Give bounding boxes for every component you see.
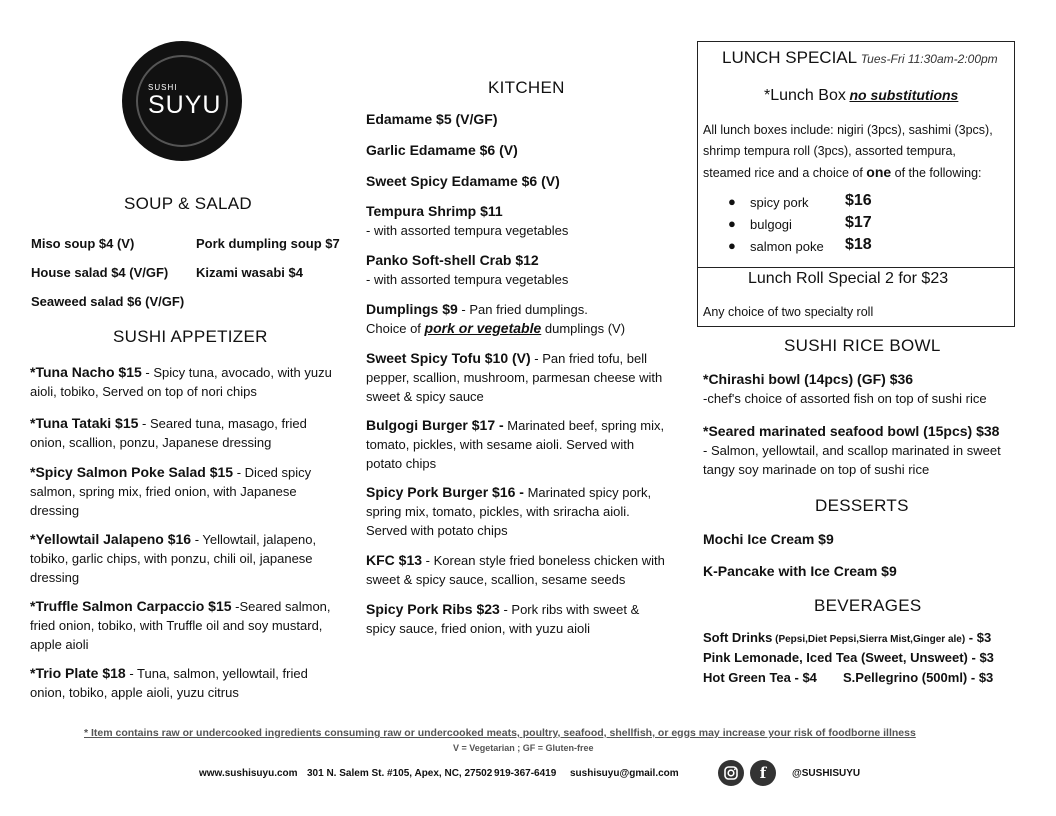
item-desc: - with assorted tempura vegetables (366, 272, 569, 287)
dumpling-choice: pork or vegetable (424, 320, 542, 336)
item-desc: onion, tobiko, apple aioli, yuzu citrus (30, 685, 239, 700)
item-desc: - Spicy tuna, avocado, with yuzu (141, 365, 332, 380)
bullet: ● (728, 216, 736, 231)
menu-item (30, 664, 360, 702)
lunch-box-title: *Lunch Box (764, 87, 846, 104)
item-name: Edamame $5 (V/GF) (366, 111, 498, 127)
item-name: *Seared marinated seafood bowl (15pcs) $38 (703, 423, 1000, 439)
lunch-desc-line: shrimp tempura roll (3pcs), assorted tempura, (703, 144, 956, 158)
beverage-row (703, 628, 991, 649)
item-desc: dumplings (V) (541, 321, 626, 336)
item-name: Dumplings $9 (366, 301, 458, 317)
lunch-hours: Tues-Fri 11:30am-2:00pm (860, 52, 998, 66)
lunch-option-price: $17 (845, 214, 872, 231)
item-name: K-Pancake with Ice Cream $9 (703, 563, 897, 579)
rice-bowl-title: SUSHI RICE BOWL (784, 336, 941, 355)
beverages-title: BEVERAGES (814, 596, 922, 615)
item-name: *Spicy Salmon Poke Salad $15 (30, 464, 234, 480)
item-desc: Marinated beef, spring mix, (503, 418, 665, 433)
menu-item (30, 414, 360, 452)
logo-big-text: SUYU (148, 91, 222, 119)
item-desc: dressing (30, 503, 80, 518)
appetizer-title: SUSHI APPETIZER (113, 327, 268, 346)
item-desc: - Tuna, salmon, yellowtail, fried (125, 666, 308, 681)
item-desc: - Korean style fried boneless chicken with (422, 553, 665, 568)
item-desc: fried onion, tobiko, with Truffle oil and soy mustard, (30, 618, 323, 633)
no-substitutions: no substitutions (849, 87, 959, 103)
website-link[interactable]: www.sushisuyu.com (199, 768, 298, 779)
soup-salad-title: SOUP & SALAD (124, 194, 253, 213)
item-name: Sweet Spicy Tofu $10 (V) (366, 350, 531, 366)
menu-item (366, 416, 696, 473)
menu-item (703, 370, 1033, 408)
lunch-roll-title: Lunch Roll Special 2 for $23 (748, 270, 949, 287)
menu-item (30, 597, 360, 654)
menu-item (366, 483, 696, 540)
item-name: Mochi Ice Cream $9 (703, 531, 834, 547)
item-name: Panko Soft-shell Crab $12 (366, 252, 539, 268)
lunch-option: bulgogi (750, 217, 792, 232)
menu-item (703, 422, 1033, 479)
item-desc: potato chips (366, 456, 437, 471)
beverage-row: S.Pellegrino (500ml) - $3 (843, 670, 994, 685)
diet-legend: V = Vegetarian ; GF = Gluten-free (453, 743, 594, 753)
item-desc: - Yellowtail, jalapeno, (191, 532, 317, 547)
item-desc: - with assorted tempura vegetables (366, 223, 569, 238)
phone: 919-367-6419 (494, 768, 557, 779)
lunch-desc (703, 120, 1018, 184)
lunch-desc-line: All lunch boxes include: nigiri (3pcs), sashimi (3pcs), (703, 123, 993, 137)
beverage-detail: (Pepsi,Diet Pepsi,Sierra Mist,Ginger ale) (772, 634, 966, 645)
item-desc: - Pan fried tofu, bell (530, 351, 648, 366)
item-name: Spicy Pork Ribs $23 (366, 601, 500, 617)
item-desc: -Seared salmon, (231, 599, 331, 614)
item-name: *Truffle Salmon Carpaccio $15 (30, 598, 232, 614)
lunch-option: spicy pork (750, 195, 809, 210)
item-desc: - Diced spicy (233, 465, 312, 480)
desserts-title: DESSERTS (815, 496, 909, 515)
item-name: *Chirashi bowl (14pcs) (GF) $36 (703, 371, 914, 387)
item-desc: sweet & spicy sauce (366, 389, 484, 404)
lunch-title: LUNCH SPECIAL (722, 48, 858, 67)
item-desc: Marinated spicy pork, (523, 485, 652, 500)
lunch-desc-line: steamed rice and a choice of (703, 166, 867, 180)
beverage-name: Soft Drinks (703, 630, 773, 645)
item-desc: - Pan fried dumplings. (457, 302, 588, 317)
social-handle[interactable]: @SUSHISUYU (792, 768, 861, 779)
item-desc: -chef's choice of assorted fish on top of sushi rice (703, 391, 987, 406)
bullet: ● (728, 238, 736, 253)
item-name: KFC $13 (366, 552, 423, 568)
lunch-desc-line: of the following: (891, 166, 982, 180)
item-desc: salmon, spring mix, fried onion, with Japanese (30, 484, 297, 499)
menu-item: Kizami wasabi $4 (196, 265, 303, 280)
item-desc: - Pork ribs with sweet & (499, 602, 640, 617)
item-desc: sweet & spicy sauce, scallion, sesame seeds (366, 572, 626, 587)
item-name: Sweet Spicy Edamame $6 (V) (366, 173, 560, 189)
beverage-row: Pink Lemonade, Iced Tea (Sweet, Unsweet) - $3 (703, 650, 994, 665)
menu-item (30, 363, 360, 401)
lunch-roll-desc: Any choice of two specialty roll (703, 305, 874, 319)
item-desc: - Seared tuna, masago, fried (138, 416, 307, 431)
logo-small-text: SUSHI (148, 83, 178, 92)
item-desc: spring mix, tomato, pickles, with sriracha aioli. (366, 504, 630, 519)
lunch-option-price: $18 (845, 236, 872, 253)
item-desc: Served with potato chips (366, 523, 508, 538)
item-name: *Tuna Nacho $15 (30, 364, 142, 380)
menu-item (366, 600, 696, 638)
beverage-row: Hot Green Tea - $4 (703, 670, 817, 685)
logo (122, 41, 242, 161)
menu-item (366, 202, 696, 240)
menu-item: Pork dumpling soup $7 (196, 236, 340, 251)
item-name: *Tuna Tataki $15 (30, 415, 139, 431)
address: 301 N. Salem St. #105, Apex, NC, 27502 (307, 768, 493, 779)
item-desc: tomato, pickles, with sesame aioli. Served with (366, 437, 635, 452)
menu-item (30, 530, 360, 587)
item-desc: - Salmon, yellowtail, and scallop marinated in sweet (703, 443, 1001, 458)
item-name: *Trio Plate $18 (30, 665, 126, 681)
item-desc: tobiko, garlic chips, with ponzu, chili oil, japanese (30, 551, 313, 566)
email-link[interactable]: sushisuyu@gmail.com (570, 768, 679, 779)
menu-item (30, 463, 360, 520)
menu-item (366, 349, 696, 406)
lunch-option: salmon poke (750, 239, 824, 254)
raw-food-warning: * Item contains raw or undercooked ingredients consuming raw or undercooked meats, poultry, seafood, shellfish, or eggs may increase your risk of foodborne illness (84, 727, 916, 739)
item-desc: tangy soy marinade on top of sushi rice (703, 462, 930, 477)
beverage-price: - $3 (965, 630, 992, 645)
lunch-box-row (764, 86, 958, 105)
item-name: Garlic Edamame $6 (V) (366, 142, 518, 158)
item-desc: spicy sauce, fried onion, with yuzu aioli (366, 621, 591, 636)
menu-item (366, 251, 696, 289)
lunch-option-price: $16 (845, 192, 872, 209)
item-name: *Yellowtail Jalapeno $16 (30, 531, 192, 547)
item-name: Spicy Pork Burger $16 - (366, 484, 524, 500)
kitchen-title: KITCHEN (488, 78, 565, 97)
bullet: ● (728, 194, 736, 209)
menu-item: House salad $4 (V/GF) (31, 265, 169, 280)
item-desc: dressing (30, 570, 80, 585)
item-desc: Choice of (366, 321, 425, 336)
instagram-icon[interactable] (718, 760, 744, 786)
lunch-desc-emph: one (866, 164, 892, 180)
item-desc: onion, scallion, ponzu, Japanese dressing (30, 435, 272, 450)
item-desc: pepper, scallion, mushroom, parmesan cheese with (366, 370, 663, 385)
item-name: Tempura Shrimp $11 (366, 203, 503, 219)
item-desc: apple aioli (30, 637, 89, 652)
lunch-divider (698, 267, 1015, 268)
lunch-title-row (722, 48, 998, 69)
menu-item (366, 551, 696, 589)
menu-item (366, 300, 696, 338)
menu-item: Miso soup $4 (V) (31, 236, 135, 251)
item-name: Bulgogi Burger $17 - (366, 417, 504, 433)
facebook-icon[interactable]: f (750, 760, 776, 786)
menu-item: Seaweed salad $6 (V/GF) (31, 294, 185, 309)
item-desc: aioli, tobiko, Served on top of nori chips (30, 384, 257, 399)
